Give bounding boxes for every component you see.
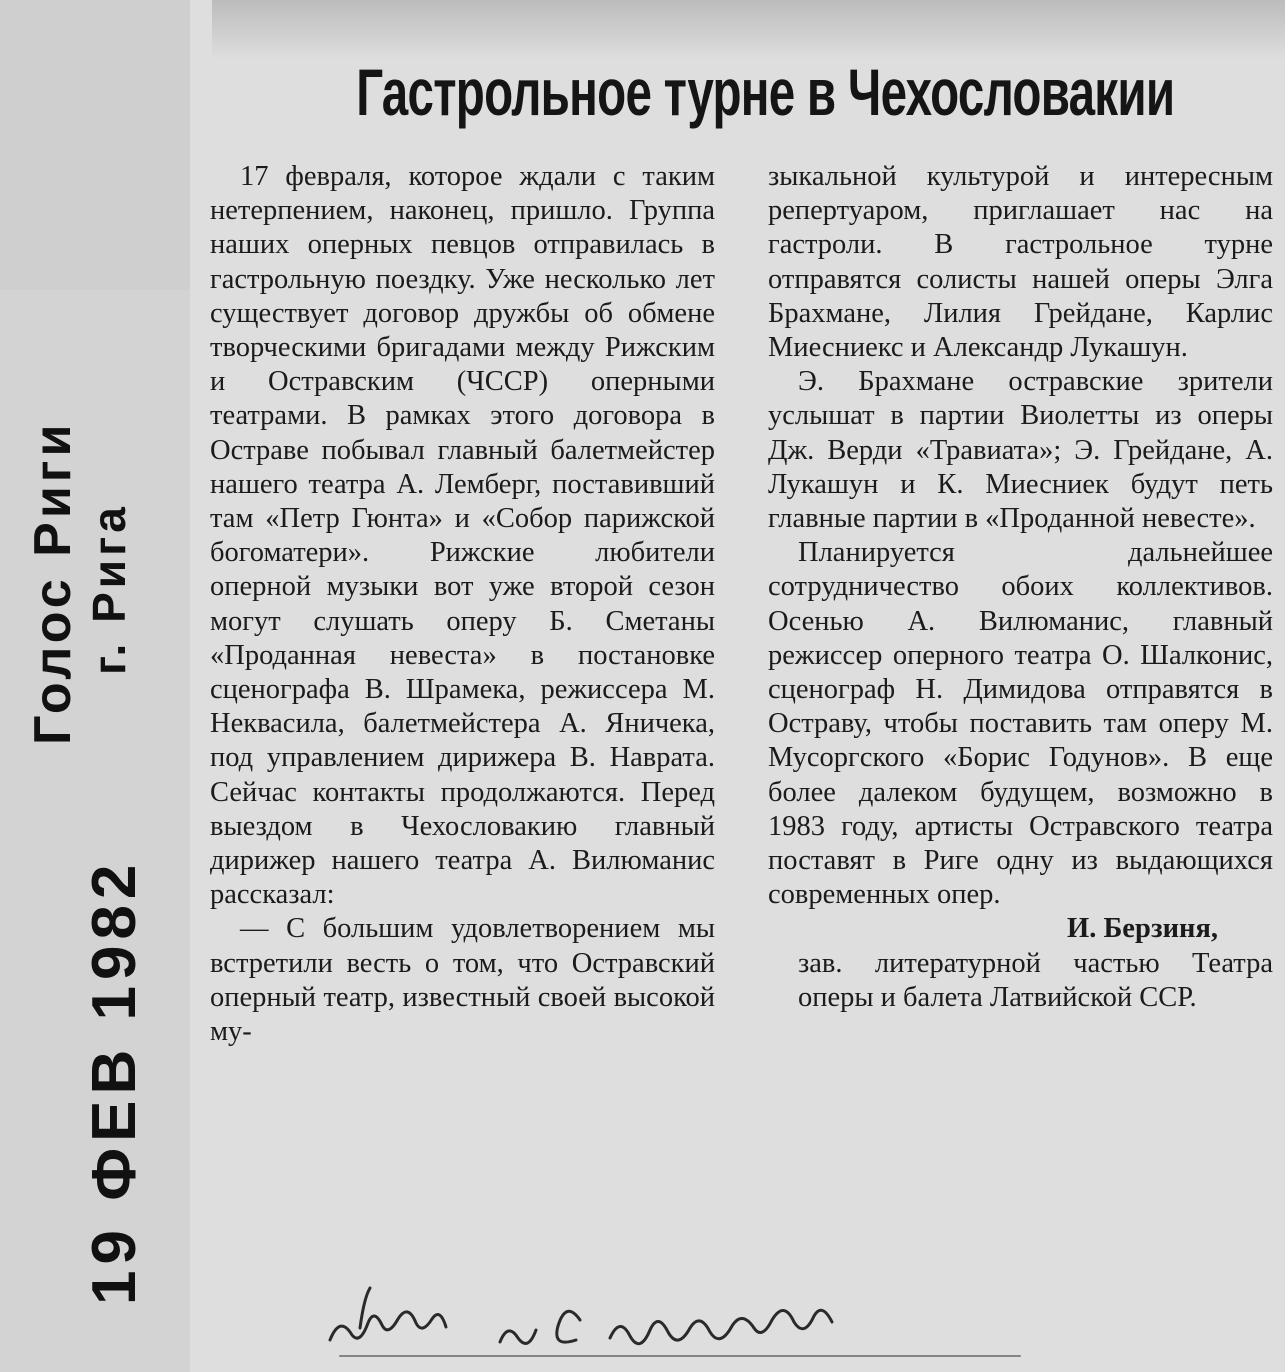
article-column-right	[768, 160, 1273, 1015]
article-column-left	[210, 160, 715, 1049]
source-stamp-line2: г. Рига	[83, 503, 135, 675]
author-name: И. Берзиня,	[1067, 913, 1218, 945]
source-stamp-line1: Голос Риги	[24, 420, 82, 745]
article-headline: Гастрольное турне в Чехословакии	[356, 55, 1175, 129]
paragraph: зыкальной культурой и интересным репертуаром, приглашает нас на гастроли. В гастрольное турне отправятся солисты нашей оперы Элга Брахмане, Лилия Грейдане, Карлис Миесниекс и Александр Лукашун.	[768, 161, 1273, 364]
handwritten-note-text: карта культсвязи	[573, 1304, 787, 1337]
paragraph: Планируется дальнейшее сотрудничество обоих коллективов. Осенью А. Вилюманис, главный режиссер оперного театра О. Шалконис, сценограф Н. Димидова отправятся в Остраву, чтобы поставить там оперу М. Мусоргского «Борис Годунов». В еще более далеком будущем, возможно в 1983 году, артисты Остравского театра поставят в Риге одну из выдающихся современных опер.	[768, 537, 1273, 911]
paragraph: Э. Брахмане остравские зрители услышат в партии Виолетты из оперы Дж. Верди «Травиата»; Э. Грейдане, А. Лукашун и К. Миесниек будут петь главные партии в «Проданной невесте».	[768, 366, 1273, 535]
bleed-through-band	[212, 0, 1285, 60]
handwritten-note	[320, 1280, 1040, 1360]
paragraph: — С большим удовлетворением мы встретили весть о том, что Остравский оперный театр, известный своей высокой му-	[210, 913, 715, 1048]
author-position: зав. литературной частью Театра оперы и балета Латвийской ССР.	[798, 947, 1273, 1013]
source-stamp	[25, 325, 135, 745]
paragraph: 17 февраля, которое ждали с таким нетерпением, наконец, пришло. Группа наших оперных певцов отправилась в гастрольную поездку. Уже несколько лет существует договор дружбы об обмене творческими бригадами между Рижским и Остравским (ЧССР) оперными театрами. В рамках этого договора в Остраве побывал главный балетмейстер нашего театра А. Лемберг, поставивший там «Петр Гюнта» и «Собор парижской богоматери». Рижские любители оперной музыки вот уже второй сезон могут слушать оперу Б. Сметаны «Проданная невеста» в постановке сценографа В. Шрамека, режиссера М. Неквасила, балетмейстера А. Яничека, под управлением дирижера В. Наврата. Сейчас контакты продолжаются. Перед выездом в Чехословакию главный дирижер нашего театра А. Вилюманис рассказал:	[210, 161, 715, 911]
date-stamp: 19 ФЕВ 1982	[80, 858, 149, 1305]
